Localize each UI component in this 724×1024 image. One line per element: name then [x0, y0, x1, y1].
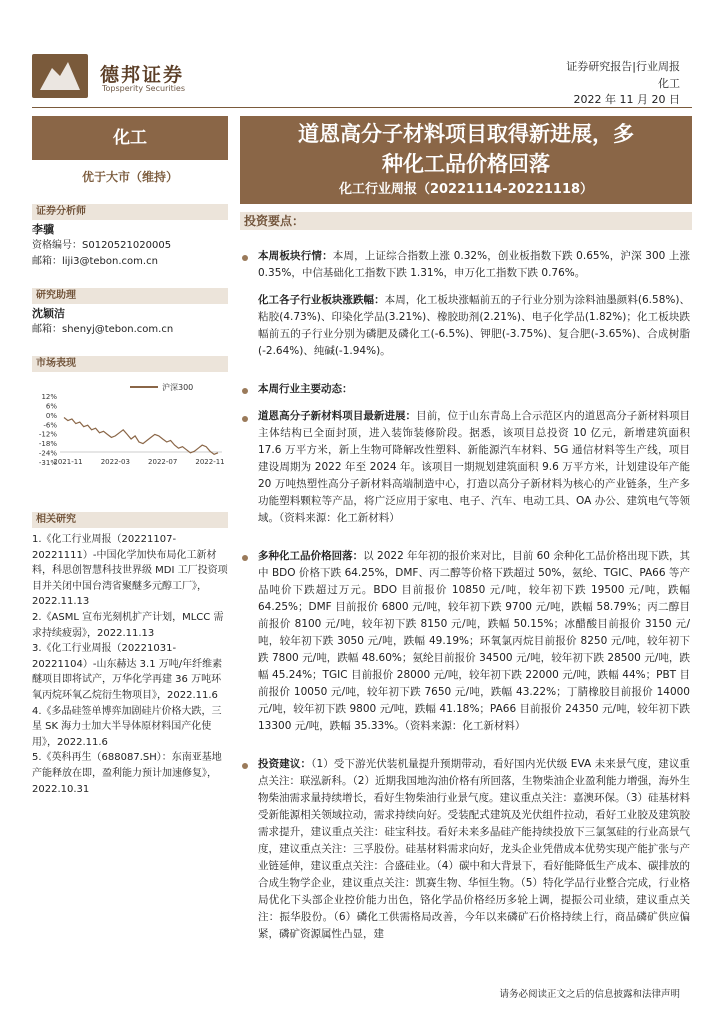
paragraph-dawn — [258, 408, 690, 527]
y-tick-label: 6% — [45, 402, 57, 411]
related-item[interactable]: 5.《英科再生（688087.SH）：东南亚基地产能释放在即，盈利能力预计加速修复》，2022.10.31 — [32, 752, 222, 795]
series-line-hs300 — [64, 418, 218, 455]
paragraph-market — [258, 248, 690, 282]
paragraph-label: 多种化工品价格回落： — [258, 550, 364, 562]
x-tick-label: 2022-03 — [100, 458, 130, 466]
paragraph-subindustry — [258, 292, 690, 360]
x-tick-label: 2022-07 — [148, 458, 178, 466]
market-chart — [32, 378, 228, 478]
paragraph-text: 本周，上证综合指数上涨 0.32%，创业板指数下跌 0.65%，沪深 300 上涨 0.35%，中信基础化工指数下跌 1.31%，申万化工指数下跌 0.76%。 — [258, 250, 691, 279]
related-item[interactable]: 2.《ASML 宣布光刻机扩产计划，MLCC 需求持续疲弱》，2022.11.13 — [32, 611, 224, 639]
paragraph-prices — [258, 548, 690, 735]
assistant-email[interactable]: 邮箱：shenyj@tebon.com.cn — [32, 324, 174, 335]
related-heading: 相关研究 — [32, 512, 228, 528]
rating: 优于大市（维持） — [81, 170, 178, 184]
report-title-line1: 道恩高分子材料项目取得新进展，多 — [298, 122, 634, 146]
y-tick-label: -24% — [38, 449, 57, 458]
report-date: 2022 年 11 月 20 日 — [573, 93, 680, 106]
paragraph-text: 以 2022 年年初的报价来对比，目前 60 余种化工品价格出现下跌，其中 BDO 价格下跌 64.25%，DMF、丙二醇等价格下跌超过 50%，氨纶、TGIC、PA66 等产品吨价下跌超过万元。BDO 目前报价 10850 元/吨，较年初下跌 19500 元/吨，跌幅 64.25%；DMF 目前报价 6800 元/吨，较年初下跌 9700 元/吨，跌幅 58.79%；丙二醇目前报价 8100 元/吨，较年初下跌 8150 元/吨，跌幅 50.15%；冰醋酸目前报价 3150 元/吨，较年初下跌 3050 元/吨，跌幅 49.19%；环氧氯丙烷目前报价 8250 元/吨，较年初下跌 7800 元/吨，跌幅 48.60%；氨纶目前报价 34500 元/吨，较年初下跌 28500 元/吨，跌幅 45.24%；TGIC 目前报价 28000 元/吨，较年初下跌 22000 元/吨，跌幅 44%；PBT 目前报价 10050 元/吨，较年初下跌 7650 元/吨，跌幅 43.22%；丁腈橡胶目前报价 14000 元/吨，较年初下跌 9800 元/吨，跌幅 41.18%；PA66 目前报价 24350 元/吨，较年初下跌 13300 元/吨，跌幅 35.33%。（资料来源：化工新材料） — [258, 550, 691, 732]
y-tick-label: -18% — [38, 440, 57, 449]
paragraph-news-heading — [258, 381, 690, 398]
y-tick-label: 12% — [41, 393, 57, 401]
y-tick-label: -6% — [43, 421, 57, 430]
bullet-icon — [242, 255, 248, 261]
y-tick-label: -31% — [38, 459, 57, 467]
logo-subtext: Topsperity Securities — [102, 84, 186, 93]
paragraph-label: 本周板块行情： — [258, 250, 333, 262]
bullet-icon — [242, 555, 248, 561]
report-title-line2: 种化工品价格回落 — [382, 152, 550, 176]
paragraph-text: 本周，化工板块涨幅前五的子行业分别为涂料油墨颜料(6.58%)、粘胶(4.73%)、印染化学品(3.21%)、橡胶助剂(2.21%)、电子化学品(1.82%)；化工板块跌幅前五的子行业分别为磷肥及磷化工(-6.5%)、钾肥(-3.75%)、复合肥(-3.65%)、合成树脂(-2.64%)、纯碱(-1.94%)。 — [258, 294, 690, 357]
logo-text: 德邦证券 — [100, 64, 185, 86]
related-item[interactable]: 1.《化工行业周报（20221107-20221111）-中国化学加快布局化工新材料，科思创智慧科技世界级 MDI 工厂投资项目并关闭中国台湾省聚醚多元醇工厂》，2022.11.13 — [32, 534, 228, 608]
bullet-icon — [242, 763, 248, 769]
paragraph-text: 目前，位于山东青岛上合示范区内的道恩高分子新材料项目主体结构已全面封顶，进入装饰装修阶段。据悉，该项目总投资 10 亿元，新增建筑面积 17.6 万平方米，新上生物可降解改性塑料、新能源汽车材料、5G 通信材料等生产线，项目建设周期为 2022 年至 2024 年。该项目一期规划建筑面积 9.6 万平方米，计划建设年产能 20 万吨热塑性高分子新材料高端制造中心，打造以高分子新材料为核心的产业链条，生产多功能塑料颗粒等产品，将广泛应用于家电、电子、汽车、电动工具、OA 办公、建筑电气等领域。（资料来源：化工新材料） — [258, 410, 690, 524]
assistant-heading: 研究助理 — [32, 288, 228, 304]
logo-mark — [32, 54, 88, 98]
paragraph-label: 化工各子行业板块涨跌幅： — [258, 294, 385, 306]
analyst-email[interactable]: 邮箱：liji3@tebon.com.cn — [32, 256, 158, 267]
report-industry: 化工 — [658, 77, 680, 90]
industry-box: 化工 — [32, 116, 228, 160]
related-list — [32, 532, 228, 797]
paragraph-advice — [258, 756, 690, 943]
paragraph-text: （1）受下游光伏装机量提升预期带动，看好国内光伏级 EVA 未来景气度，建议重点关注：联泓新科。（2）近期我国地沟油价格有所回落，生物柴油企业盈利能力增强，海外生物柴油需求量持续增长，看好生物柴油行业景气度。建议重点关注：嘉澳环保。（3）硅基材料受新能源相关领域拉动，需求持续向好。受装配式建筑及光伏组件拉动，看好工业胶及建筑胶需求提升，建议重点关注：硅宝科技。看好未来多晶硅产能持续投放下三氯氢硅的行业高景气度，建议重点关注：三孚股份。硅基材料需求向好，龙头企业凭借成本优势实现产能扩张与产业链延伸，建议重点关注：合盛硅业。（4）碳中和大背景下，看好能降低生产成本、碳排放的合成生物学企业，建议重点关注：凯赛生物、华恒生物。（5）特化学品行业整合完成，行业格局优化下头部企业控价能力出色，铬化学品价格经历多轮上调，提振公司业绩，建议重点关注：振华股份。（6）磷化工供需格局改善，今年以来磷矿石价格持续上行，商品磷矿供应偏紧，磷矿资源属性凸显，建 — [258, 758, 691, 940]
y-tick-label: -12% — [38, 430, 57, 439]
paragraph-label: 投资建议： — [258, 758, 312, 770]
market-chart-svg — [32, 378, 228, 478]
legend-label: 沪深300 — [162, 383, 194, 392]
related-item[interactable]: 4.《多晶硅签单博弈加剧硅片价格大跌，三星 SK 海力士加大半导体原材料国产化使用》，2022.11.6 — [32, 705, 222, 748]
market-heading: 市场表现 — [32, 356, 228, 372]
key-points-heading: 投资要点： — [240, 212, 692, 230]
header-divider — [32, 107, 692, 108]
paragraph-label: 本周行业主要动态： — [258, 383, 353, 395]
x-tick-label: 2021-11 — [53, 458, 83, 466]
analyst-heading: 证券分析师 — [32, 204, 228, 220]
x-tick-label: 2022-11 — [195, 458, 225, 466]
report-subtitle: 化工行业周报（20221114-20221118） — [338, 182, 594, 197]
paragraph-label: 道恩高分子新材料项目最新进展： — [258, 410, 417, 422]
bullet-icon — [242, 416, 248, 422]
related-item[interactable]: 3.《化工行业周报（20221031-20221104）-山东赫达 3.1 万吨/年纤维素醚项目即将试产，万华化学再建 36 万吨环氧丙烷环氧乙烷衍生物项目》，2022.11.6 — [32, 643, 223, 701]
title-box — [240, 116, 692, 204]
report-type: 证券研究报告|行业周报 — [566, 60, 680, 73]
assistant-name: 沈颖洁 — [32, 307, 65, 320]
y-tick-label: 0% — [45, 411, 57, 420]
bullet-icon — [242, 388, 248, 394]
footer-disclaimer: 请务必阅读正文之后的信息披露和法律声明 — [499, 989, 680, 1000]
analyst-name: 李骥 — [32, 223, 54, 236]
analyst-cert: 资格编号：S0120521020005 — [32, 240, 172, 251]
logo-icon — [32, 54, 88, 98]
